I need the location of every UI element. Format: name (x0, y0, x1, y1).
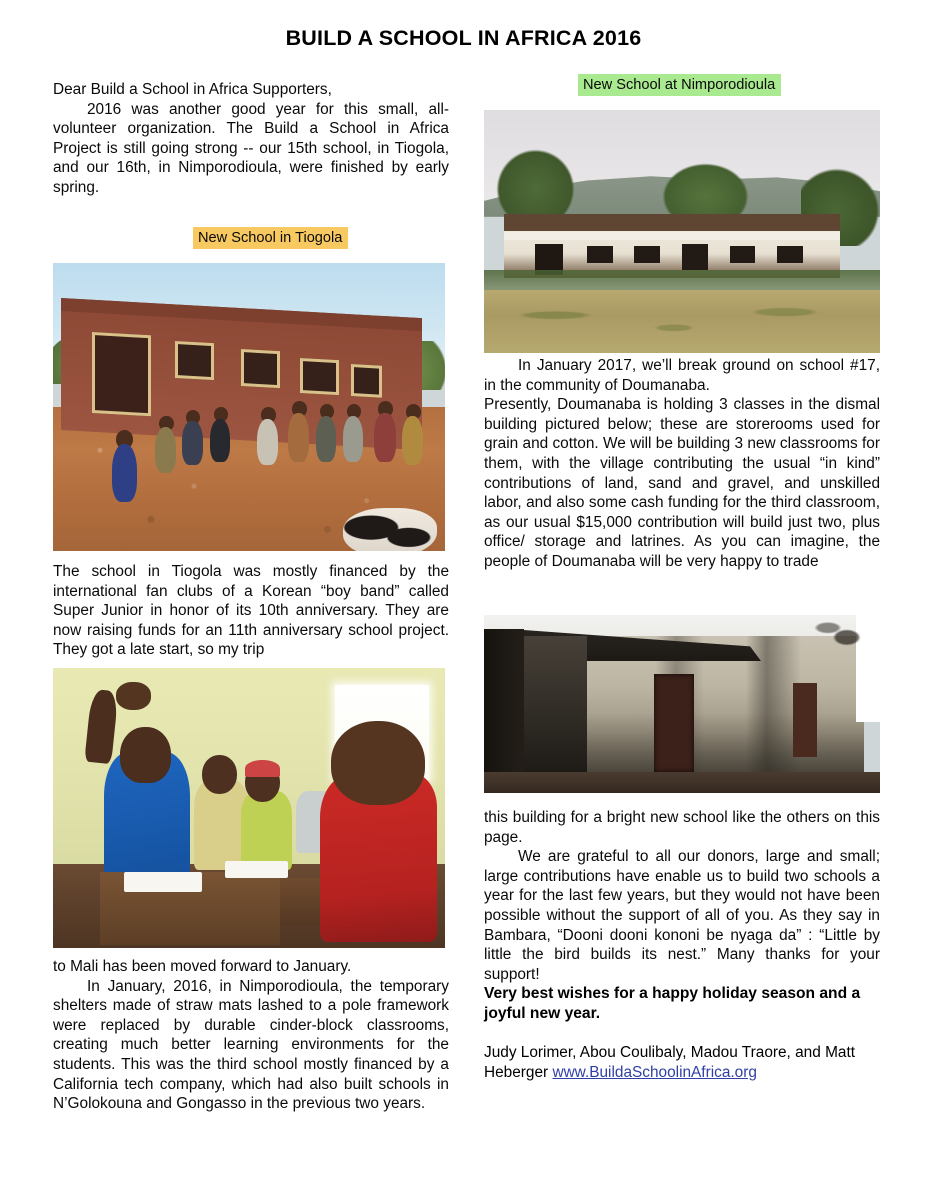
child-body (288, 413, 309, 462)
photo-new-school-tiogola (53, 263, 445, 551)
signature-block (484, 1043, 880, 1082)
caption-tiogola: New School in Tiogola (193, 227, 348, 249)
child-body (374, 413, 395, 462)
child-body (155, 427, 177, 473)
child-body (343, 416, 363, 462)
left-paragraph-1-text: 2016 was another good year for this small, all-volunteer organization. The Build a School in Africa Project is still going strong -- our 15th school, in Tiogola, and our 16th, in Nimporodioula, were finished by early spring. (53, 100, 449, 196)
window-2 (241, 349, 280, 389)
right-paragraph-1-text: In January 2017, we’ll break ground on school #17, in the community of Doumanaba. (484, 357, 880, 394)
left-column-top (53, 80, 449, 198)
grass-texture (484, 290, 880, 353)
ground (484, 772, 880, 793)
tiogola-scene (53, 263, 445, 551)
website-link[interactable]: www.BuildaSchoolinAfrica.org (552, 1063, 757, 1081)
doorway-1 (654, 674, 694, 772)
closing-wishes: Very best wishes for a happy holiday season and a joyful new year. (484, 985, 861, 1023)
signature-names: Judy Lorimer, Abou Coulibaly, Madou Traore, and Matt Heberger (484, 1043, 855, 1081)
left-paragraph-1 (53, 100, 449, 198)
right-paragraph-3: this building for a bright new school like the others on this page. (484, 809, 880, 846)
child-body (316, 416, 336, 462)
caption-tiogola-wrapper (193, 227, 348, 249)
left-column-bottom (53, 957, 449, 1114)
nimporodioula-scene (484, 110, 880, 353)
left-paragraph-2: The school in Tiogola was mostly financed by the international fan clubs of a Korean “boy band” called Super Junior in honor of its 10th anniversary. They are now raising funds for an 11th anniversary school project. They got a late start, so my trip (53, 563, 449, 659)
raised-fist (116, 682, 151, 710)
doorway (92, 332, 151, 416)
child-body (210, 419, 230, 462)
window-4 (351, 364, 382, 397)
window-2 (634, 246, 660, 263)
left-column-middle (53, 562, 449, 660)
wall-band (504, 232, 841, 241)
photo-new-school-nimporodioula (484, 110, 880, 353)
window-3 (300, 358, 339, 395)
notebook (225, 861, 288, 878)
student-head (331, 721, 425, 805)
right-paragraph-4 (484, 847, 880, 984)
headscarf (245, 760, 280, 777)
right-paragraph-4-text: We are grateful to all our donors, large and small; large contributions have enable us to build two schools a year for the last few years, but they would not have been possible without the support of all of you. As they say in Bambara, “Dooni dooni kononi be nyaga da” : “Little by little the bird builds its nest.” Many thanks for your support! (484, 848, 880, 983)
window-1 (175, 341, 214, 381)
student-head (120, 727, 171, 783)
doumanaba-scene (484, 615, 880, 793)
student-girl-2 (241, 791, 292, 869)
child-body (182, 421, 202, 464)
child-body (402, 416, 423, 465)
caption-nimporodioula: New School at Nimporodioula (578, 74, 781, 96)
student-head (202, 755, 237, 794)
child-body (257, 419, 278, 465)
right-column-bottom (484, 808, 880, 1082)
window-3 (682, 244, 708, 271)
roof (504, 214, 841, 231)
caption-nimporodioula-wrapper (578, 74, 781, 96)
photo-doumanaba-storeroom (484, 615, 880, 793)
child-body (112, 444, 137, 502)
classroom-scene (53, 668, 445, 948)
cow (343, 508, 437, 551)
right-paragraph-1 (484, 356, 880, 395)
left-paragraph-4 (53, 977, 449, 1114)
shadowed-left-edge (484, 629, 524, 793)
right-paragraph-2: Presently, Doumanaba is holding 3 classes in the dismal building pictured below; these are storerooms used for grain and cotton. We will be building 3 new classrooms for them, with the village contributing the usual “in kind” contributions of land, sand and gravel, and unskilled labor, and also some cash funding for the third classroom, as our usual $15,000 contribution will build just two, plus office/ storage and latrines. As you can imagine, the people of Doumanaba will be very happy to trade (484, 396, 880, 570)
doorway-2 (793, 683, 817, 758)
window-4 (730, 246, 756, 263)
tree-branch (809, 615, 872, 647)
left-paragraph-3: to Mali has been moved forward to January. (53, 958, 352, 975)
page-title: BUILD A SCHOOL IN AFRICA 2016 (285, 26, 642, 50)
salutation: Dear Build a School in Africa Supporters, (53, 81, 332, 98)
window-1 (587, 246, 613, 263)
photo-classroom-students (53, 668, 445, 948)
tree-left (496, 149, 575, 222)
notebook (124, 872, 202, 892)
left-paragraph-4-text: In January, 2016, in Nimporodioula, the temporary shelters made of straw mats lashed to a pole framework were replaced by durable cinder-block classrooms, creating much better learning environments for the students. This was the third school mostly financed by a California tech company, which had also built schools in N’Golokouna and Gongasso in the previous two years. (53, 977, 449, 1113)
window-5 (777, 246, 803, 263)
right-column-top (484, 356, 880, 572)
